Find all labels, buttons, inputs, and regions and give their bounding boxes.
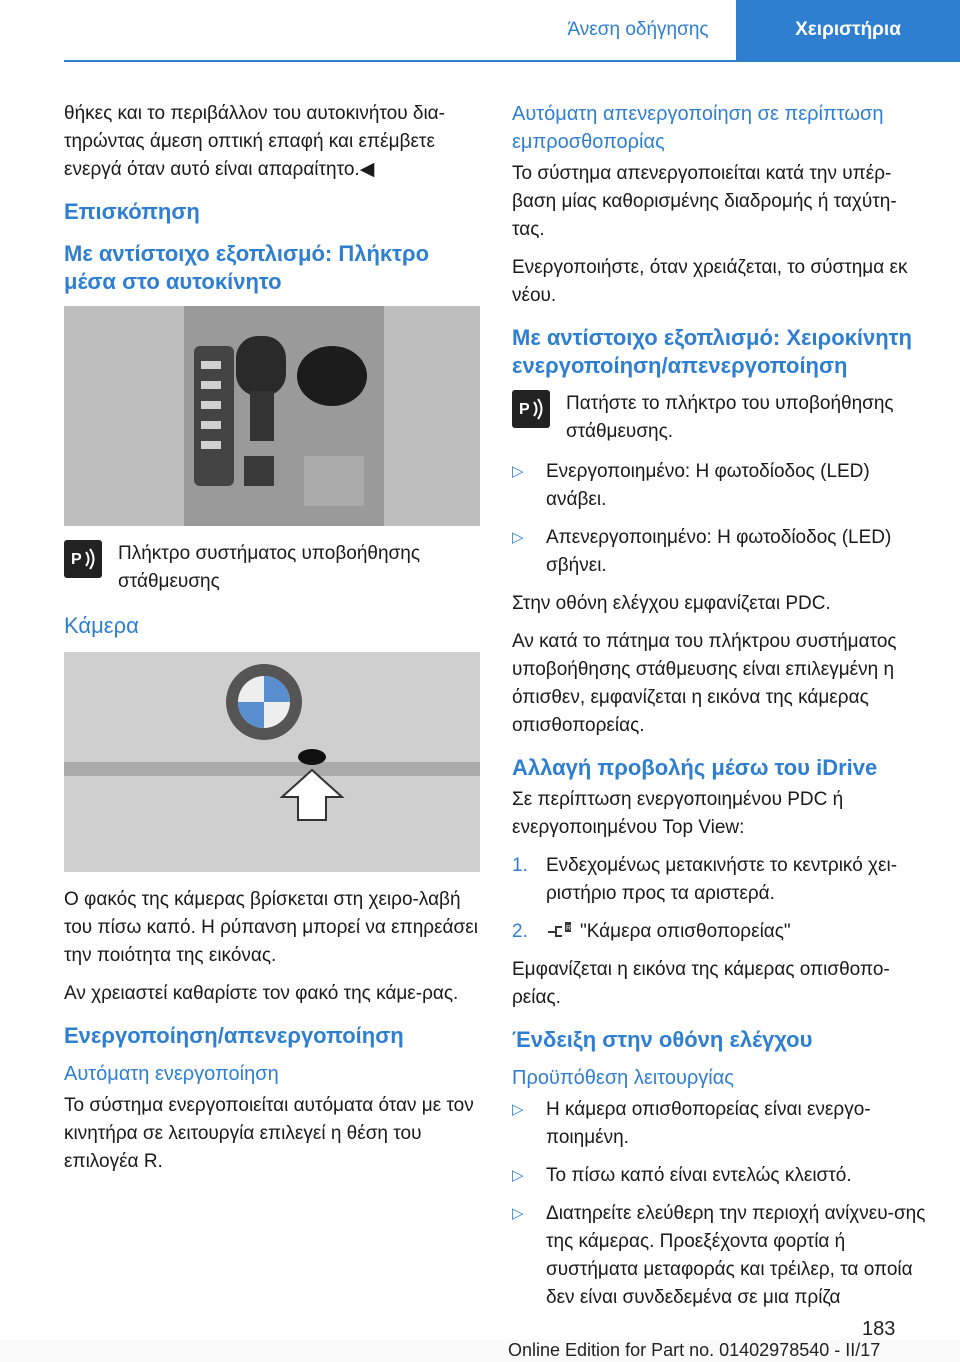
page-number: 183 — [862, 1318, 896, 1340]
list-item — [512, 1162, 926, 1190]
svg-text:P: P — [519, 401, 530, 418]
left-column — [64, 100, 480, 1186]
step-1-text: Ενδεχομένως μετακινήστε το κεντρικό χει‐ριστήριο προς τα αριστερά. — [546, 855, 898, 904]
overview-heading: Επισκόπηση — [64, 199, 200, 224]
req-2-text: Το πίσω καπό είναι εντελώς κλειστό. — [546, 1165, 852, 1186]
step-number: 2. — [512, 921, 528, 942]
pdc-paragraph: Στην οθόνη ελέγχου εμφανίζεται PDC. — [512, 593, 831, 614]
right-column — [512, 100, 926, 1322]
auto-off-heading: Αυτόματη απενεργοποίηση σε περίπτωση εμπροσθοπορίας — [512, 103, 884, 153]
manual-heading: Με αντίστοιχο εξοπλισμό: Χειροκίνητη ενεργοποίηση/απενεργοποίηση — [512, 325, 912, 378]
prereq-heading: Προϋπόθεση λειτουργίας — [512, 1067, 734, 1089]
auto-activation-heading: Αυτόματη ενεργοποίηση — [64, 1063, 279, 1085]
footer — [0, 1340, 960, 1362]
step-number: 1. — [512, 855, 528, 876]
button-heading: Με αντίστοιχο εξοπλισμό: Πλήκτρο μέσα στο αυτοκίνητο — [64, 241, 430, 294]
page-header — [0, 0, 960, 62]
footer-text: Online Edition for Part no. 01402978540 - II/17 — [508, 1340, 881, 1360]
req-1-text: Η κάμερα οπισθοπορείας είναι ενεργο‐ποιημένη. — [546, 1099, 871, 1148]
camera-location-photo — [64, 652, 480, 872]
list-item — [512, 1200, 926, 1312]
button-caption: Πλήκτρο συστήματος υποβοήθησης στάθμευσης — [118, 543, 420, 592]
parking-assist-caption-row — [64, 540, 480, 596]
camera-paragraph-1: Ο φακός της κάμερας βρίσκεται στη χειρο‐λαβή του πίσω καπό. Η ρύπανση μπορεί να επηρεάσει την ποιότητα της εικόνας. — [64, 889, 478, 966]
triangle-bullet-icon: ▷ — [512, 463, 524, 480]
list-item — [512, 852, 926, 908]
triangle-bullet-icon: ▷ — [512, 529, 524, 546]
list-item — [512, 458, 926, 514]
svg-text:P: P — [71, 551, 82, 568]
auto-off-paragraph-1: Το σύστημα απενεργοποιείται κατά την υπέρ‐βαση μίας καθορισμένης διαδρομής ή ταχύτη‐τας. — [512, 163, 897, 240]
step-2-text: "Κάμερα οπισθοπορείας" — [580, 921, 791, 942]
parking-assist-icon — [64, 540, 102, 578]
triangle-bullet-icon: ▷ — [512, 1167, 524, 1184]
camera-paragraph-2: Αν χρειαστεί καθαρίστε τον φακό της κάμε‐ρας. — [64, 983, 459, 1004]
led-on-text: Ενεργοποιημένο: Η φωτοδίοδος (LED) ανάβει. — [546, 461, 870, 510]
auto-off-paragraph-2: Ενεργοποιήστε, όταν χρειάζεται, το σύστημα εκ νέου. — [512, 257, 908, 306]
camera-heading: Κάμερα — [64, 613, 139, 638]
header-rule — [64, 60, 960, 62]
rear-camera-paragraph: Αν κατά το πάτημα του πλήκτρου συστήματος υποβοήθησης στάθμευσης είναι επιλεγμένη η όπισθεν, εμφανίζεται η εικόνα της κάμερας οπισθοπορείας. — [512, 631, 897, 736]
svg-text:R: R — [566, 925, 572, 932]
list-item — [512, 524, 926, 580]
triangle-bullet-icon: ▷ — [512, 1205, 524, 1222]
led-list — [512, 458, 926, 580]
idrive-steps — [512, 852, 926, 946]
led-off-text: Απενεργοποιημένο: Η φωτοδίοδος (LED) σβήνει. — [546, 527, 892, 576]
header-chapter[interactable]: Χειριστήρια — [736, 0, 960, 60]
center-console-photo — [64, 306, 480, 526]
header-section[interactable]: Άνεση οδήγησης — [567, 19, 709, 40]
manual-icon-text: Πατήστε το πλήκτρο του υποβοήθησης στάθμευσης. — [566, 393, 894, 442]
display-heading: Ένδειξη στην οθόνη ελέγχου — [512, 1027, 813, 1052]
prereq-list — [512, 1096, 926, 1312]
manual-icon-row — [512, 390, 926, 446]
list-item[interactable] — [512, 918, 926, 946]
triangle-bullet-icon: ▷ — [512, 1101, 524, 1118]
rear-camera-icon — [546, 920, 574, 940]
req-3-text: Διατηρείτε ελεύθερη την περιοχή ανίχνευ‐σης της κάμερας. Προεξέχοντα φορτία ή συστήματα μεταφοράς και τρέιλερ, τα οποία δεν είναι συνδεδεμένα σε μια πρίζα — [546, 1203, 926, 1308]
activation-heading: Ενεργοποίηση/απενεργοποίηση — [64, 1023, 404, 1048]
auto-activation-paragraph: Το σύστημα ενεργοποιείται αυτόματα όταν με τον κινητήρα σε λειτουργία επιλεγεί η θέση του επιλογέα R. — [64, 1095, 474, 1172]
list-item — [512, 1096, 926, 1152]
intro-paragraph: θήκες και το περιβάλλον του αυτοκινήτου δια‐τηρώντας άμεση οπτική επαφή και επέμβετε ενεργά όταν αυτό είναι απαραίτητο.◀ — [64, 103, 445, 180]
parking-assist-button-icon — [512, 390, 550, 428]
camera-image-paragraph: Εμφανίζεται η εικόνα της κάμερας οπισθοπο‐ρείας. — [512, 959, 890, 1008]
idrive-paragraph: Σε περίπτωση ενεργοποιημένου PDC ή ενεργοποιημένου Top View: — [512, 789, 844, 838]
idrive-heading: Αλλαγή προβολής μέσω του iDrive — [512, 755, 878, 780]
